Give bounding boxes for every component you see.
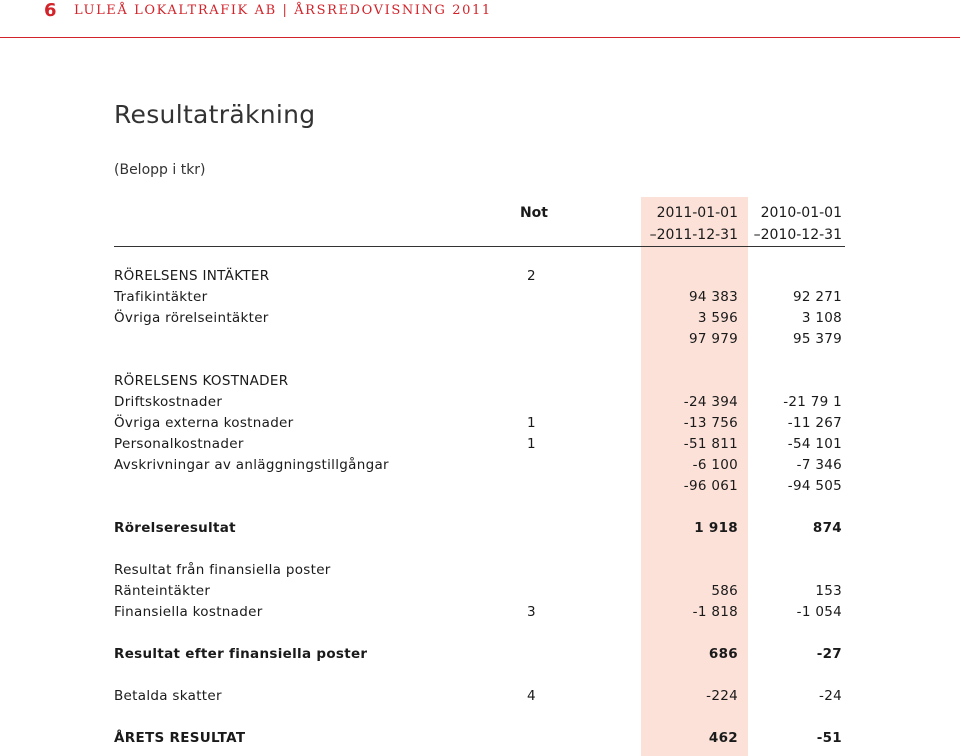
column-header-2010-start: 2010-01-01: [760, 205, 842, 221]
row-label: Avskrivningar av anläggningstillgångar: [114, 457, 389, 473]
row-label: Driftskostnader: [114, 394, 223, 410]
row-value-2011: 97 979: [688, 331, 738, 347]
column-header-2011-start: 2011-01-01: [656, 205, 738, 221]
row-value-2010: -94 505: [787, 478, 842, 494]
row-label: RÖRELSENS INTÄKTER: [114, 268, 270, 284]
table-row: [0, 331, 960, 352]
page-header: [0, 0, 960, 38]
row-value-2010: -1 054: [796, 604, 842, 620]
table-row: [0, 688, 960, 709]
amount-unit-note: (Belopp i tkr): [114, 162, 206, 178]
row-value-2010: -51: [816, 730, 842, 746]
row-label: Resultat efter finansiella poster: [114, 646, 368, 662]
row-label: Finansiella kostnader: [114, 604, 263, 620]
row-value-2011: 462: [708, 730, 738, 746]
row-value-2010: -11 267: [787, 415, 842, 431]
row-value-2011: -13 756: [683, 415, 738, 431]
row-value-2011: 586: [711, 583, 738, 599]
table-row: [0, 415, 960, 436]
row-label: Personalkostnader: [114, 436, 244, 452]
row-note-ref: 4: [527, 688, 536, 704]
row-label: Trafikintäkter: [114, 289, 208, 305]
row-value-2010: -27: [816, 646, 842, 662]
row-value-2011: -1 818: [692, 604, 738, 620]
table-row: [0, 562, 960, 583]
row-note-ref: 3: [527, 604, 536, 620]
row-label: Övriga rörelseintäkter: [114, 310, 269, 326]
row-label: Betalda skatter: [114, 688, 222, 704]
table-row: [0, 289, 960, 310]
row-value-2011: 1 918: [694, 520, 738, 536]
table-row: [0, 394, 960, 415]
row-value-2011: 3 596: [697, 310, 738, 326]
row-value-2010: 874: [812, 520, 842, 536]
row-note-ref: 2: [527, 268, 536, 284]
table-row: [0, 373, 960, 394]
header-rule-right: [748, 246, 845, 247]
row-note-ref: 1: [527, 436, 536, 452]
table-row: [0, 436, 960, 457]
table-row: [0, 730, 960, 751]
header-rule-mid: [641, 246, 748, 247]
page-number: 6: [44, 0, 57, 21]
row-value-2011: -51 811: [683, 436, 738, 452]
row-value-2011: -24 394: [683, 394, 738, 410]
column-header-not: Not: [519, 205, 548, 221]
row-value-2011: -6 100: [692, 457, 738, 473]
row-label: RÖRELSENS KOSTNADER: [114, 373, 289, 389]
row-value-2011: 686: [708, 646, 738, 662]
row-label: Rörelseresultat: [114, 520, 236, 536]
header-rule: [0, 37, 960, 38]
column-header-2011-end: –2011-12-31: [649, 227, 738, 243]
row-value-2011: -224: [706, 688, 738, 704]
table-row: [0, 457, 960, 478]
row-note-ref: 1: [527, 415, 536, 431]
table-row: [0, 583, 960, 604]
running-title: LULEÅ LOKALTRAFIK AB | ÅRSREDOVISNING 2011: [74, 3, 492, 18]
page-title: Resultaträkning: [114, 100, 316, 129]
row-value-2011: 94 383: [688, 289, 738, 305]
table-row: [0, 520, 960, 541]
row-value-2010: -21 79 1: [783, 394, 842, 410]
table-row: [0, 478, 960, 499]
row-value-2010: 153: [815, 583, 842, 599]
row-label: ÅRETS RESULTAT: [114, 730, 246, 746]
column-header-2010-end: –2010-12-31: [753, 227, 842, 243]
table-row: [0, 310, 960, 331]
row-value-2010: 92 271: [792, 289, 842, 305]
row-value-2010: -7 346: [796, 457, 842, 473]
table-row: [0, 268, 960, 289]
table-row: [0, 646, 960, 667]
row-value-2011: -96 061: [683, 478, 738, 494]
row-value-2010: -24: [819, 688, 842, 704]
row-value-2010: 95 379: [792, 331, 842, 347]
row-label: Resultat från finansiella poster: [114, 562, 331, 578]
table-row: [0, 604, 960, 625]
row-value-2010: -54 101: [787, 436, 842, 452]
row-label: Övriga externa kostnader: [114, 415, 294, 431]
row-label: Ränteintäkter: [114, 583, 211, 599]
row-value-2010: 3 108: [801, 310, 842, 326]
